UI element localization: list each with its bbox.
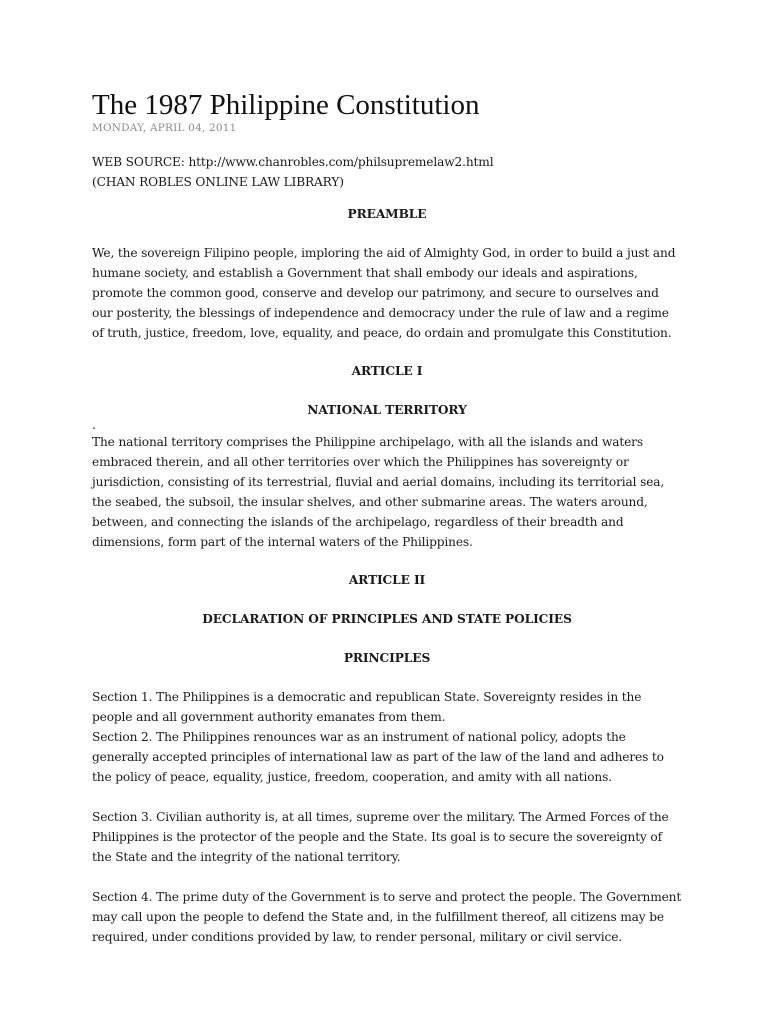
article-1-text: The national territory comprises the Philippine archipelago, with all the islands and waters embraced therein, and all other territories over which the Philippines has sovereignty or jurisdiction, consisting of its terrestrial, fluvial and aerial domains, including its territorial sea, the seabed, the subsoil, the insular shelves, and other submarine areas. The waters around, between, and connecting the islands of the archipelago, regardless of their breadth and dimensions, form part of the internal waters of the Philippines. [92, 435, 665, 549]
document-title: The 1987 Philippine Constitution [92, 89, 480, 121]
preamble-text: We, the sovereign Filipino people, imploring the aid of Almighty God, in order to build a just and humane society, and establish a Government that shall embody our ideals and aspirations, promote the common good, conserve and develop our patrimony, and secure to ourselves and our posterity, the blessings of independence and democracy under the rule of law and a regime of truth, justice, freedom, love, equality, and peace, do ordain and promulgate this Constitution. [92, 246, 676, 340]
source-library-line: (CHAN ROBLES ONLINE LAW LIBRARY) [92, 175, 344, 189]
section-3: Section 3. Civilian authority is, at all times, supreme over the military. The Armed Forces of the Philippines is the protector of the people and the State. Its goal is to secure the sovereignty of the State and the integrity of the national territory. [92, 810, 669, 864]
preamble-heading: PREAMBLE [347, 207, 427, 221]
principles-heading: PRINCIPLES [343, 651, 431, 665]
section-4: Section 4. The prime duty of the Government is to serve and protect the people. The Government may call upon the people to defend the State and, in the fulfillment thereof, all citizens may be required, under conditions provided by law, to render personal, military or civil service. [92, 890, 682, 944]
document-page [92, 86, 682, 947]
section-1: Section 1. The Philippines is a democratic and republican State. Sovereignty resides in the people and all government authority emanates from them. [92, 690, 642, 724]
web-source [92, 152, 682, 192]
post-date: MONDAY, APRIL 04, 2011 [92, 122, 237, 134]
article-2-subheading: DECLARATION OF PRINCIPLES AND STATE POLICIES [202, 612, 572, 626]
article-2-heading: ARTICLE II [348, 573, 426, 587]
article-1-subheading: NATIONAL TERRITORY [307, 403, 467, 417]
section-2: Section 2. The Philippines renounces war as an instrument of national policy, adopts the generally accepted principles of international law as part of the law of the land and adheres to the policy of peace, equality, justice, freedom, cooperation, and amity with all nations. [92, 730, 664, 784]
article-1-heading: ARTICLE I [351, 364, 423, 378]
source-url-line: WEB SOURCE: http://www.chanrobles.com/philsupremelaw2.html [92, 155, 494, 169]
article-1-bullet: . [92, 418, 96, 432]
